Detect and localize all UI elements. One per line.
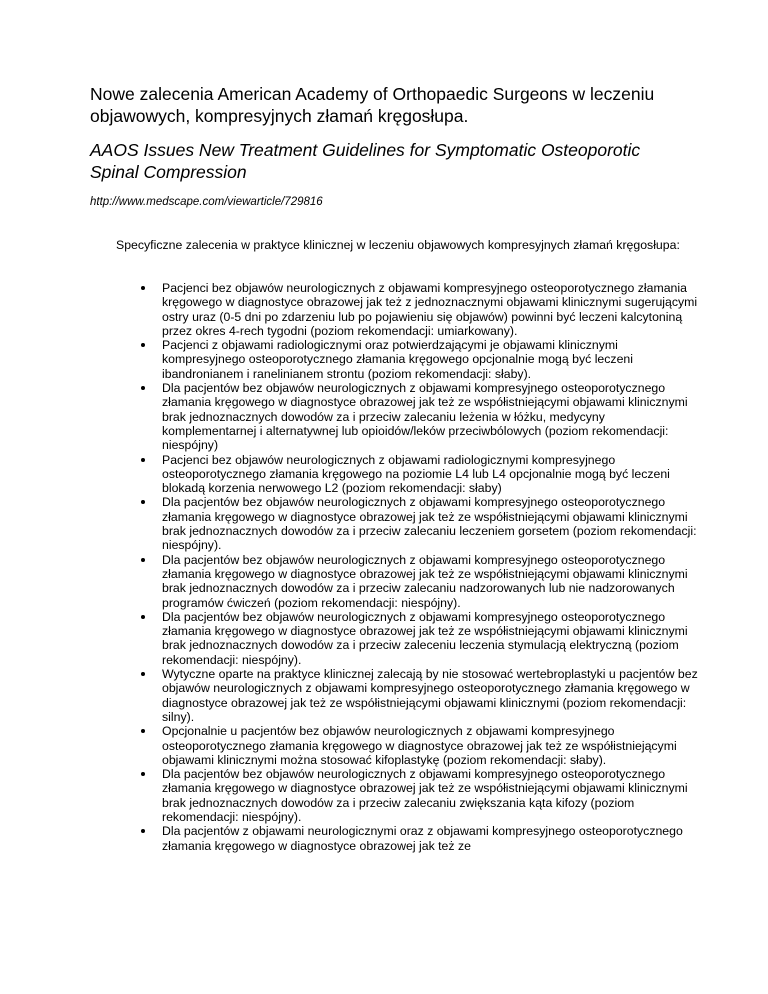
list-item xyxy=(140,338,700,381)
recommendation-text: Wytyczne oparte na praktyce klinicznej zalecają by nie stosować wertebroplastyki u pacjentów bez objawów neurologicznych z objawami kompresyjnego osteoporotycznego złamania kręgowego w diagnostyce obrazowej jak też ze współistniejącymi objawami klinicznymi (poziom rekomendacji: silny). xyxy=(162,667,698,724)
list-item xyxy=(140,553,700,610)
recommendation-text: Dla pacjentów bez objawów neurologicznych z objawami kompresyjnego osteoporotycznego złamania kręgowego w diagnostyce obrazowej jak też ze współistniejącymi objawami klinicznymi brak jednoznacznych dowodów za i przeciw zalecaniu leżenia w łóżku, medycyny komplementarnej i alternatywnej lub opioidów/leków przeciwbólowych (poziom rekomendacji: niespójny) xyxy=(162,381,688,453)
bullet-icon xyxy=(141,672,145,676)
intro-paragraph: Specyficzne zalecenia w praktyce klinicznej w leczeniu objawowych kompresyjnych złamań kręgosłupa: xyxy=(116,238,680,252)
bullet-icon xyxy=(141,729,145,733)
list-item xyxy=(140,767,700,824)
bullet-icon xyxy=(141,386,145,390)
page-title-english: AAOS Issues New Treatment Guidelines for Symptomatic Osteoporotic Spinal Compression xyxy=(90,140,641,182)
list-item xyxy=(140,724,700,767)
bullet-icon xyxy=(141,829,145,833)
recommendation-text: Dla pacjentów bez objawów neurologicznych z objawami kompresyjnego osteoporotycznego złamania kręgowego w diagnostyce obrazowej jak też ze współistniejącymi objawami klinicznymi brak jednoznacznych dowodów za i przeciw zaleceniu leczenia stymulacją elektryczną (poziom rekomendacji: niespójny). xyxy=(162,609,688,667)
recommendation-text: Dla pacjentów bez objawów neurologicznych z objawami kompresyjnego osteoporotycznego złamania kręgowego w diagnostyce obrazowej jak też ze współistniejącymi objawami klinicznymi brak jednoznacznych dowodów za i przeciw zalecaniu nadzorowanych lub nie nadzorowanych programów ćwiczeń (poziom rekomendacji: niespójny). xyxy=(162,552,688,610)
list-item xyxy=(140,495,700,552)
bullet-icon xyxy=(141,500,145,504)
bullet-icon xyxy=(141,772,145,776)
bullet-icon xyxy=(141,343,145,347)
bullet-icon xyxy=(141,558,145,562)
list-item xyxy=(140,453,700,496)
recommendations-list xyxy=(140,281,700,853)
source-url: http://www.medscape.com/viewarticle/729816 xyxy=(90,196,323,208)
recommendation-text: Pacjenci bez objawów neurologicznych z objawami kompresyjnego osteoporotycznego złamania kręgowego w diagnostyce obrazowej jak też z jednoznacznymi objawami klinicznymi sugerującymi ostry uraz (0-5 dni po zdarzeniu lub po pojawieniu się objawów) powinni być leczeni kalcytoniną przez okres 4-rech tygodni (poziom rekomendacji: umiarkowany). xyxy=(162,281,698,338)
page-title-polish: Nowe zalecenia American Academy of Orthopaedic Surgeons w leczeniu objawowych, kompresyjnych złamań kręgosłupa. xyxy=(90,84,655,126)
bullet-icon xyxy=(141,615,145,619)
recommendation-text: Pacjenci z objawami radiologicznymi oraz potwierdzającymi je objawami klinicznymi kompresyjnego osteoporotycznego złamania kręgowego opcjonalnie mogą być leczeni ibandronianem i ranelinianem strontu (poziom rekomendacji: słaby). xyxy=(162,338,633,381)
list-item xyxy=(140,610,700,667)
list-item xyxy=(140,824,700,853)
bullet-icon xyxy=(141,458,145,462)
list-item xyxy=(140,381,700,452)
list-item xyxy=(140,281,700,338)
recommendation-text: Dla pacjentów bez objawów neurologicznych z objawami kompresyjnego osteoporotycznego złamania kręgowego w diagnostyce obrazowej jak też ze współistniejącymi objawami klinicznymi brak jednoznacznych dowodów za i przeciw zalecaniu zwiększania kąta kifozy (poziom rekomendacji: niespójny). xyxy=(162,767,688,824)
bullet-icon xyxy=(141,286,145,290)
recommendation-text: Opcjonalnie u pacjentów bez objawów neurologicznych z objawami kompresyjnego osteoporotycznego złamania kręgowego w diagnostyce obrazowej jak też ze współistniejącymi objawami klinicznymi można stosować kifoplastykę (poziom rekomendacji: słaby). xyxy=(162,724,677,767)
recommendation-text: Dla pacjentów z objawami neurologicznymi oraz z objawami kompresyjnego osteoporotycznego złamania kręgowego w diagnostyce obrazowej jak też ze xyxy=(162,824,683,853)
recommendation-text: Pacjenci bez objawów neurologicznych z objawami radiologicznymi kompresyjnego osteoporotycznego złamania kręgowego na poziomie L4 lub L4 opcjonalnie mogą być leczeni blokadą korzenia nerwowego L2 (poziom rekomendacji: słaby) xyxy=(162,452,670,496)
list-item xyxy=(140,667,700,724)
recommendation-text: Dla pacjentów bez objawów neurologicznych z objawami kompresyjnego osteoporotycznego złamania kręgowego w diagnostyce obrazowej jak też ze współistniejącymi objawami klinicznymi brak jednoznacznych dowodów za i przeciw zalecaniu leczeniem gorsetem (poziom rekomendacji: niespójny). xyxy=(162,495,697,553)
